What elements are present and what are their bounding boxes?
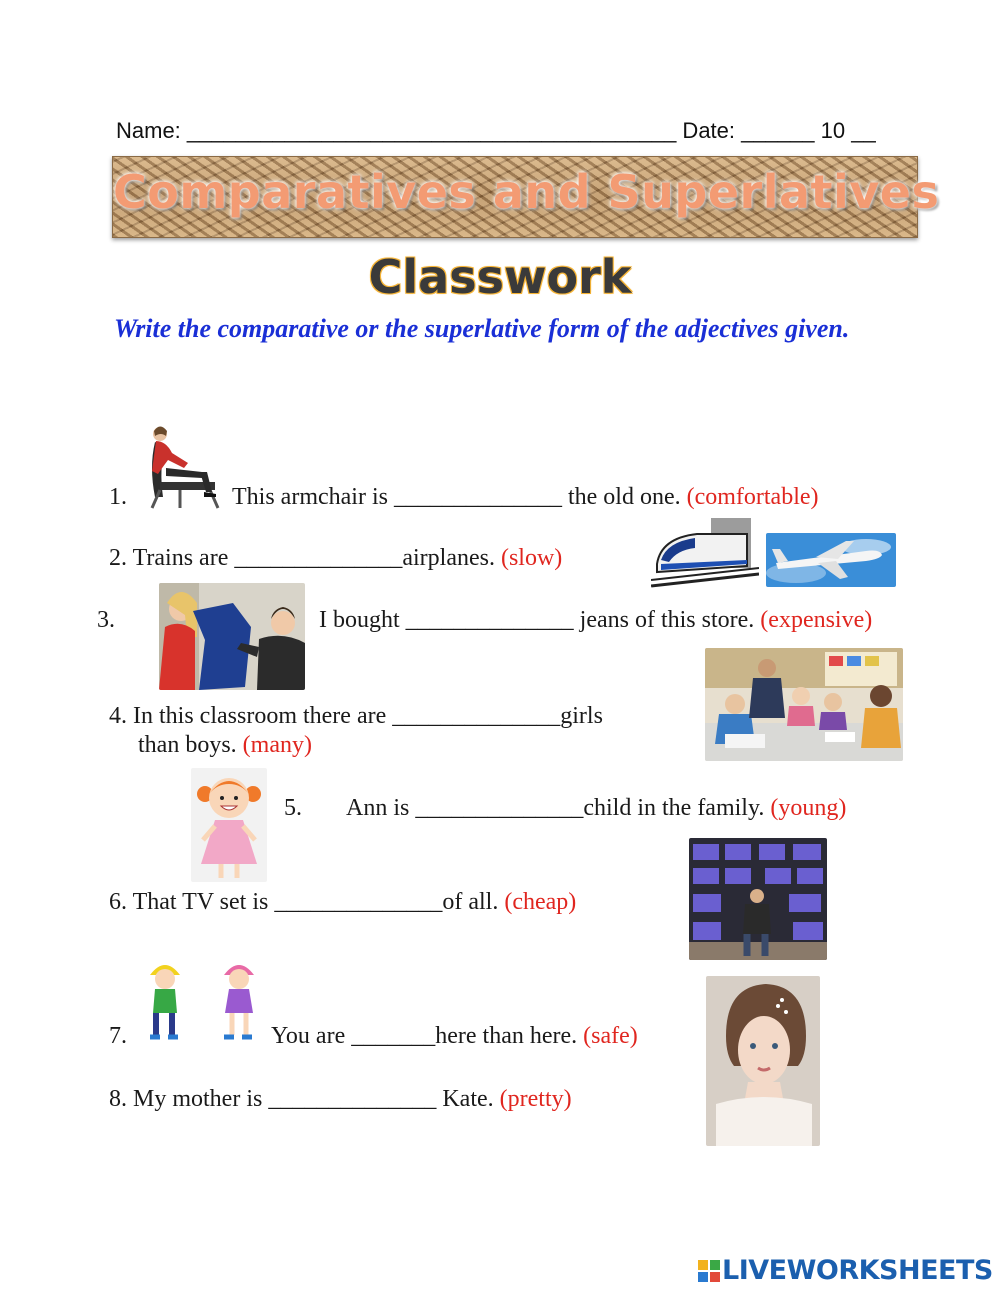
item-4-text2: than boys. — [138, 732, 237, 758]
item-4-hint: (many) — [242, 732, 312, 758]
liveworksheets-logo — [698, 1255, 993, 1286]
woman-portrait-image — [706, 976, 820, 1146]
item-3-hint: (expensive) — [760, 607, 873, 633]
item-7-text: You are _______here than here. — [271, 1023, 578, 1049]
shopping-image — [159, 583, 305, 690]
girl-image — [191, 768, 267, 882]
item-6-number: 6. — [109, 889, 127, 915]
item-3-text: I bought ______________ jeans of this store. — [319, 607, 755, 633]
item-3-sentence — [319, 607, 872, 634]
item-1 — [109, 484, 127, 511]
classwork-heading: Classwork — [368, 250, 632, 304]
item-1-text: This armchair is ______________ the old one. — [232, 484, 681, 510]
item-2-text: Trains are ______________airplanes. — [132, 545, 495, 571]
kids-helmets-image — [140, 955, 270, 1047]
item-1-hint: (comfortable) — [686, 484, 819, 510]
item-8 — [109, 1086, 572, 1113]
instructions: Write the comparative or the superlative form of the adjectives given. — [114, 314, 850, 343]
item-4-line2 — [138, 732, 312, 759]
item-3-number: 3. — [97, 607, 115, 633]
item-7-hint: (safe) — [583, 1023, 638, 1049]
item-1-number: 1. — [109, 484, 127, 510]
classroom-image — [705, 648, 903, 761]
train-image — [651, 514, 759, 588]
item-7-sentence — [271, 1023, 638, 1050]
item-6 — [109, 889, 576, 916]
item-4-number: 4. — [109, 703, 127, 729]
item-5-sentence — [346, 795, 846, 822]
item-5-hint: (young) — [770, 795, 847, 821]
item-2 — [109, 545, 562, 572]
item-8-number: 8. — [109, 1086, 127, 1112]
item-4 — [109, 703, 603, 730]
name-date-header: Name: ________________________________________ Date: ______ 10 __ — [116, 118, 876, 143]
liveworksheets-logo-icon — [698, 1258, 720, 1280]
item-5-text: Ann is ______________child in the family. — [346, 795, 765, 821]
item-5 — [284, 795, 302, 822]
item-8-hint: (pretty) — [499, 1086, 572, 1112]
item-3 — [97, 607, 115, 634]
item-1-sentence — [232, 484, 819, 511]
title-banner — [112, 156, 940, 238]
item-7 — [109, 1023, 127, 1050]
item-6-text: That TV set is ______________of all. — [132, 889, 499, 915]
item-5-number: 5. — [284, 795, 302, 821]
tv-store-image — [689, 838, 827, 960]
item-8-text: My mother is ______________ Kate. — [133, 1086, 494, 1112]
item-6-hint: (cheap) — [504, 889, 577, 915]
item-7-number: 7. — [109, 1023, 127, 1049]
item-4-text: In this classroom there are ______________girls — [133, 703, 603, 729]
item-2-number: 2. — [109, 545, 127, 571]
liveworksheets-logo-text: LIVEWORKSHEETS — [722, 1255, 993, 1286]
armchair-woman-image — [140, 422, 226, 510]
airplane-image — [766, 533, 896, 587]
item-2-hint: (slow) — [500, 545, 563, 571]
worksheet-title: Comparatives and Superlatives — [113, 165, 940, 219]
